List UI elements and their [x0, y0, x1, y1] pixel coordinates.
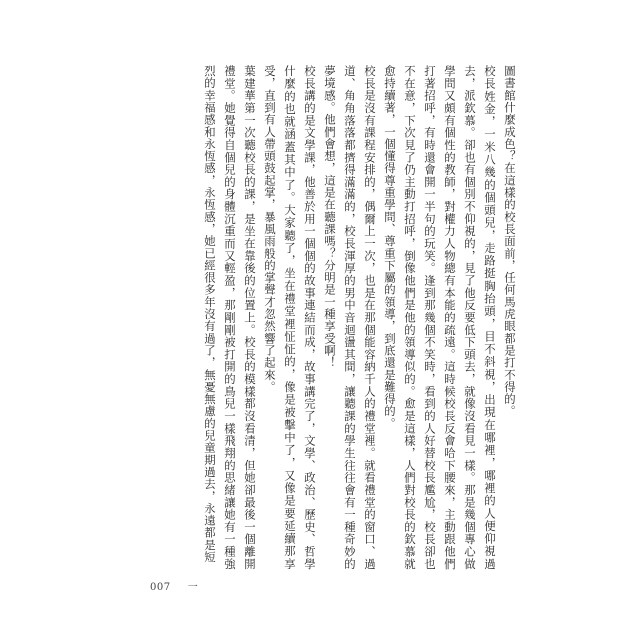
paragraph-1: 圖書館什麼成色？在這樣的校長面前，任何馬虎眼都是打不得的。 [503, 65, 517, 418]
page-footer [150, 578, 198, 593]
page-number: 007 [150, 582, 171, 593]
paragraph-4: 校長講的是文學課，他善於用一個個的故事連結而成，故事講完了，文學、政治、歷史、哲學什麼的也就涵蓋其中了。大家聽了，坐在禮堂裡怔怔的，像是被擊中了，又像是要延續那享受，直到有人帶頭鼓起掌，暴風雨般的掌聲才忽然響了起來。 [263, 65, 317, 570]
paragraph-3: 校長是沒有課程安排的，偶爾上一次，也是在那個能容納千人的禮堂裡。就看禮堂的窗口、過道、角角落落都擠得滿滿的，校長渾厚的男中音迴盪其間，讓聽課的學生往往會有一種奇妙的夢境感。他們會想，這是在聽課嗎？分明是一種享受啊！ [323, 65, 377, 570]
paragraph-5: 葉建華第一次聽校長的課，是坐在靠後的位置上。校長的模樣都沒看清，但她卻最後一個離開禮堂。她覺得自個兒的身體沉重而又輕盈，那剛剛被打開的鳥兒一樣飛翔的思緒讓她有一種強烈的幸福感和永恆感，永恆感，她已經很多年沒有過了，無憂無慮的兒童期過去，永遠都是短 [203, 65, 257, 570]
body-text [128, 65, 520, 570]
chapter-mark: 一 [187, 582, 198, 593]
paragraph-2: 校長姓金，一米八幾的個頭兒，走路挺胸抬頭，目不斜視，出現在哪裡，哪裡的人便仰視過去，派欽慕。卻也有個別不仰視的，見了他反要低下頭去，就像沒看見一樣。那是幾個專心做學問又頗有個性的教師，對權力人物總有本能的疏遠。這時候校長反會哈下腰來，主動跟他們打著招呼，有時還會開一半句的玩笑。逢到那幾個不笑時，看到的人好替校長尷尬，校長卻也不在意，下次見了仍主動打招呼，倒像他們是他的領導似的。愈是這樣，人們對校長的欽慕就愈持續著，一個懂得尊重學問、尊重下屬的領導，到底還是難得的。 [383, 65, 497, 570]
